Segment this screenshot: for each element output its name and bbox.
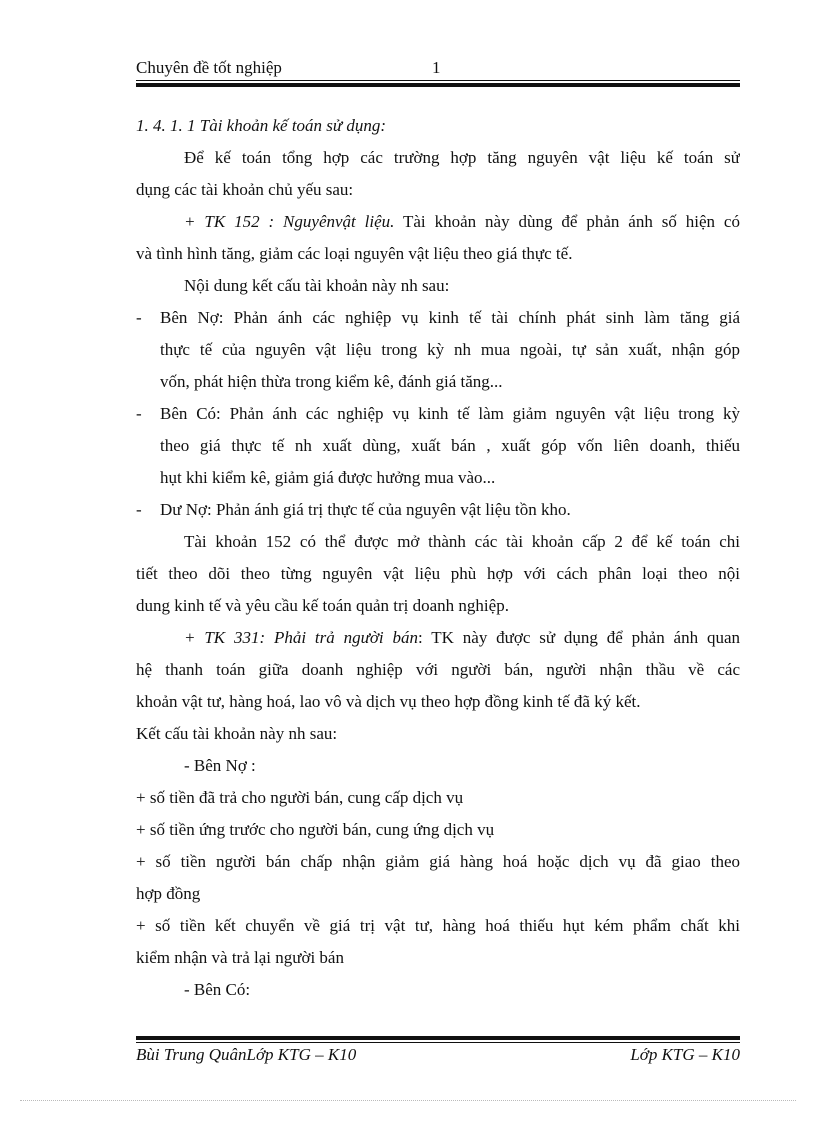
bullet-dash: - bbox=[136, 404, 142, 423]
header-rule-thin bbox=[136, 80, 740, 81]
tk331-label: + TK 331: Phải trả người bán bbox=[184, 628, 419, 647]
header-title: Chuyên đề tốt nghiệp bbox=[136, 58, 282, 77]
page-header bbox=[136, 58, 740, 80]
debit-item: kiểm nhận và trả lại người bán bbox=[136, 948, 344, 967]
bullet-line: Bên Nợ: Phản ánh các nghiệp vụ kinh tế tài chính phát sinh làm tăng giá bbox=[160, 308, 740, 327]
bullet-line: Dư Nợ: Phản ánh giá trị thực tế của nguyên vật liệu tồn kho. bbox=[160, 500, 571, 519]
credit-label: - Bên Có: bbox=[184, 980, 251, 999]
paragraph-line: Tài khoản 152 có thể được mở thành các tài khoản cấp 2 để kế toán chi bbox=[184, 532, 740, 551]
bullet-line: thực tế của nguyên vật liệu trong kỳ nh mua ngoài, tự sản xuất, nhận góp bbox=[160, 340, 740, 359]
section-heading: 1. 4. 1. 1 Tài khoản kế toán sử dụng: bbox=[136, 116, 387, 135]
footer-rule-thin bbox=[136, 1042, 740, 1043]
debit-label: - Bên Nợ : bbox=[184, 756, 256, 775]
bullet-line: hụt khi kiểm kê, giảm giá được hưởng mua vào... bbox=[160, 468, 496, 487]
bullet-line: Bên Có: Phản ánh các nghiệp vụ kinh tế làm giảm nguyên vật liệu trong kỳ bbox=[160, 404, 740, 423]
debit-item: + số tiền người bán chấp nhận giảm giá hàng hoá hoặc dịch vụ đã giao theo bbox=[136, 852, 740, 871]
footer-author: Bùi Trung QuânLớp KTG – K10 bbox=[136, 1045, 357, 1064]
paragraph-line: dung kinh tế và yêu cầu kế toán quản trị doanh nghiệp. bbox=[136, 596, 509, 615]
paragraph-line: tiết theo dõi theo từng nguyên vật liệu phù hợp với cách phân loại theo nội bbox=[136, 564, 740, 583]
structure-intro: Nội dung kết cấu tài khoản này nh sau: bbox=[184, 276, 450, 295]
bullet-line: vốn, phát hiện thừa trong kiểm kê, đánh giá tăng... bbox=[160, 372, 503, 391]
page-number: 1 bbox=[432, 58, 441, 77]
debit-item: hợp đồng bbox=[136, 884, 201, 903]
bullet-line: theo giá thực tế nh xuất dùng, xuất bán , xuất góp vốn liên doanh, thiếu bbox=[160, 436, 740, 455]
paragraph-line: dụng các tài khoản chủ yếu sau: bbox=[136, 180, 354, 199]
footer-class: Lớp KTG – K10 bbox=[630, 1045, 740, 1064]
bullet-dash: - bbox=[136, 500, 142, 519]
tk331-text: : TK này được sử dụng để phản ánh quan bbox=[418, 628, 740, 647]
debit-item: + số tiền ứng trước cho người bán, cung ứng dịch vụ bbox=[136, 820, 495, 839]
paragraph-line: và tình hình tăng, giảm các loại nguyên vật liệu theo giá thực tế. bbox=[136, 244, 573, 263]
paragraph-line: Để kế toán tổng hợp các trường hợp tăng nguyên vật liệu kế toán sử bbox=[184, 148, 740, 167]
page-bottom-divider bbox=[20, 1100, 796, 1101]
paragraph-line: hệ thanh toán giữa doanh nghiệp với người bán, người nhận thầu về các bbox=[136, 660, 740, 679]
structure-intro-2: Kết cấu tài khoản này nh sau: bbox=[136, 724, 338, 743]
debit-item: + số tiền đã trả cho người bán, cung cấp dịch vụ bbox=[136, 788, 464, 807]
bullet-dash: - bbox=[136, 308, 142, 327]
footer-rule-thick bbox=[136, 1036, 740, 1040]
tk152-text: Tài khoản này dùng để phản ánh số hiện có bbox=[394, 212, 740, 231]
debit-item: + số tiền kết chuyển về giá trị vật tư, hàng hoá thiếu hụt kém phẩm chất khi bbox=[136, 916, 740, 935]
header-rule-thick bbox=[136, 83, 740, 87]
tk331-line bbox=[184, 622, 740, 654]
paragraph-line: khoản vật tư, hàng hoá, lao vô và dịch vụ theo hợp đồng kinh tế đã ký kết. bbox=[136, 692, 641, 711]
tk152-label: + TK 152 : Nguyênvật liệu. bbox=[184, 212, 395, 231]
tk152-line bbox=[184, 206, 740, 238]
